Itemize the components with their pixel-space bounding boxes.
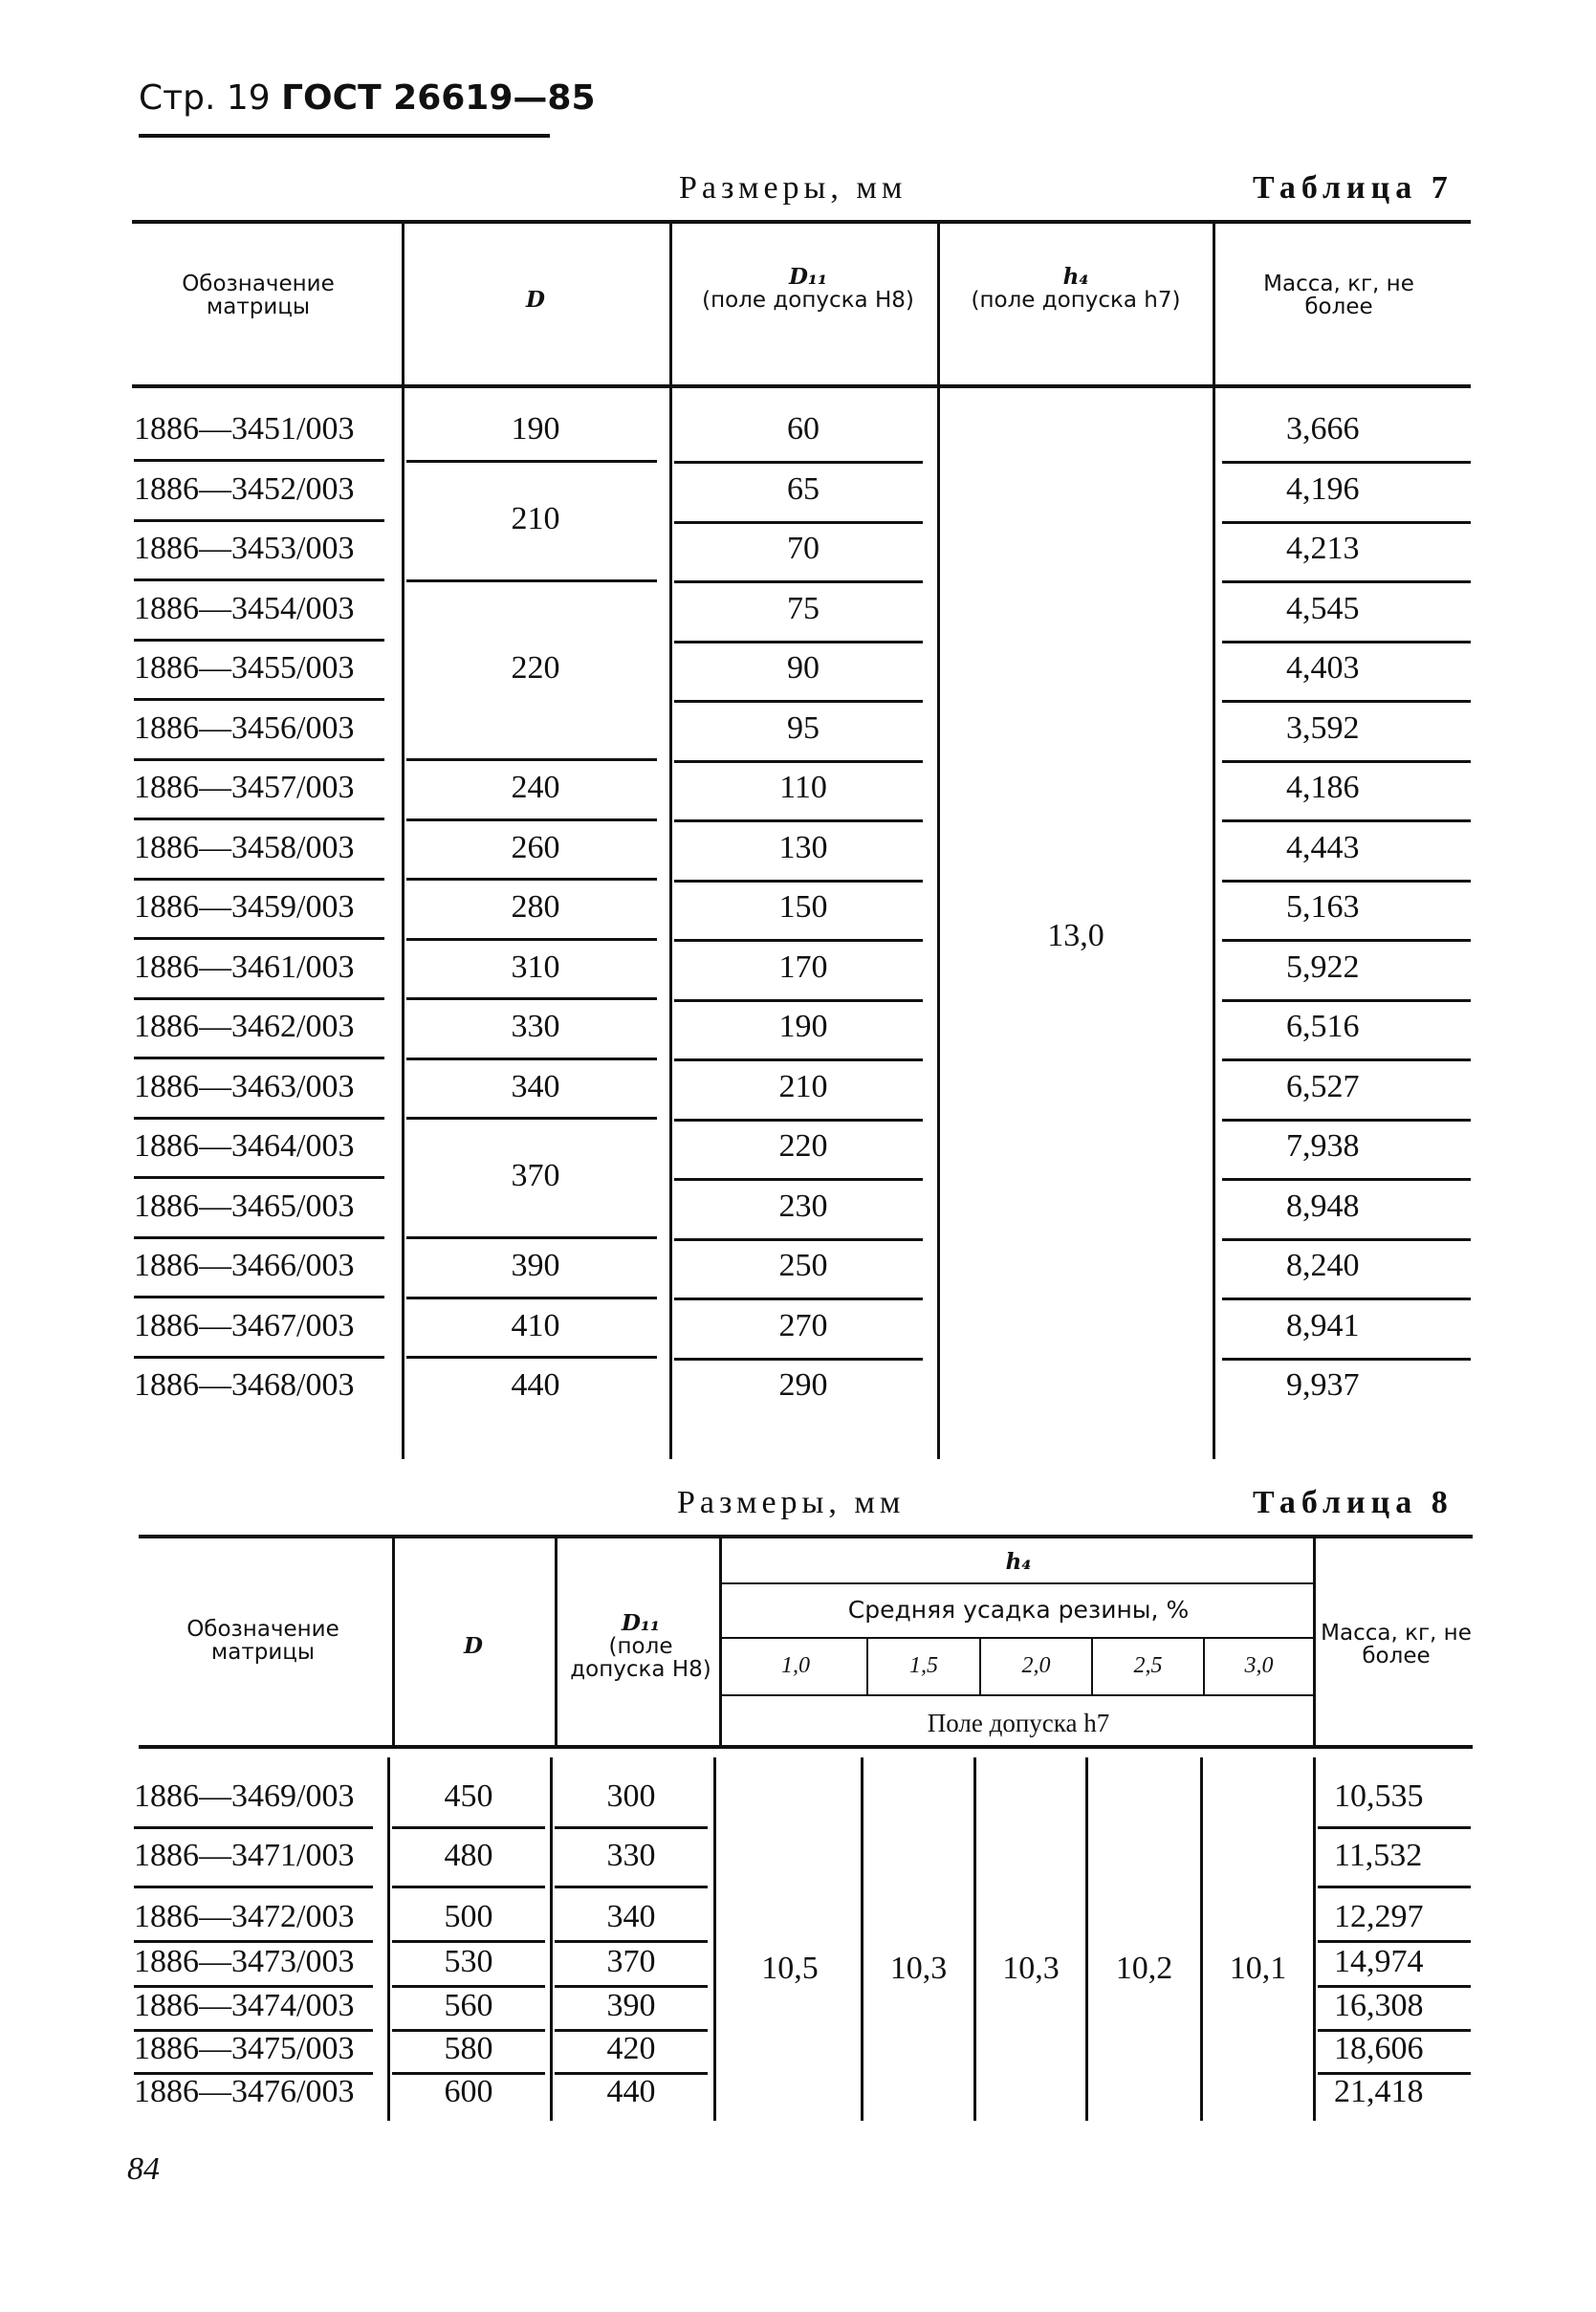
t7-header-h4: h₄ (поле допуска h7)	[971, 264, 1181, 313]
t8-header-designation: Обозначение матрицы	[186, 1617, 339, 1665]
t8-percent-rule	[722, 1694, 1313, 1696]
table7-row-rule	[1222, 461, 1471, 464]
table7-row-rule	[674, 1298, 923, 1300]
table7-row-rule	[674, 1119, 923, 1122]
table7-d: 190	[511, 411, 560, 447]
table7-group-rule	[406, 878, 657, 881]
table7-row-rule	[134, 578, 384, 581]
table7-row-rule	[1222, 1298, 1471, 1300]
table7-d11: 60	[787, 411, 820, 447]
table8-code: 1886—3475/003	[134, 2031, 355, 2066]
table7-row-rule	[134, 1236, 384, 1239]
table8-d: 560	[444, 1988, 493, 2023]
t8-divider	[1085, 1757, 1088, 2121]
table8-h4-value: 10,3	[1002, 1951, 1060, 1986]
t7-divider	[669, 388, 672, 1459]
table7-row-rule	[674, 819, 923, 822]
t8-divider	[861, 1757, 864, 2121]
table7-code: 1886—3467/003	[134, 1307, 355, 1343]
table7-d: 370	[511, 1158, 560, 1194]
page-number: 84	[127, 2151, 160, 2187]
table7-group-rule	[406, 1058, 657, 1060]
table8-row-rule	[134, 1826, 373, 1829]
table8-row-rule	[555, 1886, 708, 1888]
table7-code: 1886—3453/003	[134, 531, 355, 566]
table7-d11: 130	[778, 829, 828, 865]
table8-code: 1886—3473/003	[134, 1944, 355, 1979]
table8-row-rule	[392, 1886, 545, 1888]
table7-mass: 4,186	[1286, 770, 1360, 805]
table7-row-rule	[134, 459, 384, 462]
table7-mass: 4,213	[1286, 531, 1360, 566]
table7-row-rule	[1222, 939, 1471, 942]
table7-row-rule	[134, 639, 384, 642]
table7-d: 410	[511, 1307, 560, 1343]
table7-row-rule	[134, 1057, 384, 1059]
table7-mass: 5,922	[1286, 949, 1360, 985]
table7-code: 1886—3458/003	[134, 829, 355, 865]
table7-row-rule	[674, 760, 923, 763]
table8-d: 450	[444, 1778, 493, 1814]
table7-d11: 190	[778, 1009, 828, 1044]
table7-code: 1886—3455/003	[134, 650, 355, 686]
table8-d11: 440	[606, 2074, 656, 2109]
table7-row-rule	[1222, 880, 1471, 883]
table7-mass: 8,240	[1286, 1248, 1360, 1283]
table7-row-rule	[674, 580, 923, 583]
table8-code: 1886—3471/003	[134, 1838, 355, 1873]
table8-units: Размеры, мм	[677, 1485, 906, 1520]
table7-mass: 5,163	[1286, 889, 1360, 925]
t8-divider	[973, 1757, 976, 2121]
table7-mass: 3,592	[1286, 709, 1360, 746]
t7-divider	[937, 388, 940, 1459]
table7-d11: 90	[787, 650, 820, 686]
t7-divider	[1213, 224, 1215, 384]
table7-mass: 4,196	[1286, 470, 1360, 507]
header-rule	[139, 134, 550, 138]
table7-row-rule	[134, 519, 384, 522]
table7-d11: 210	[778, 1068, 828, 1104]
table8-code: 1886—3469/003	[134, 1778, 355, 1814]
t7-divider	[402, 388, 404, 1459]
table7-group-rule	[406, 1117, 657, 1120]
table7-row-rule	[1222, 700, 1471, 703]
table7-h4: 13,0	[1047, 918, 1104, 953]
table7-d11: 170	[778, 949, 828, 985]
table8-d11: 390	[606, 1988, 656, 2023]
table7-row-rule	[1222, 1358, 1471, 1361]
table7-units: Размеры, мм	[679, 170, 907, 206]
table7-code: 1886—3456/003	[134, 709, 355, 746]
table8-row-rule	[392, 1826, 545, 1829]
table7-group-rule	[406, 579, 657, 582]
table7-caption: Таблица 7	[1253, 170, 1454, 206]
table8-row-rule	[134, 1886, 373, 1888]
table8-d: 580	[444, 2031, 493, 2066]
table7-row-rule	[134, 1356, 384, 1359]
t8-header-h4: h₄	[1005, 1549, 1032, 1575]
table7-mass: 9,937	[1286, 1367, 1360, 1403]
table7-group-rule	[406, 1236, 657, 1239]
t8-shrink-rule	[722, 1637, 1313, 1639]
table7-mass: 6,527	[1286, 1068, 1360, 1104]
table8-h4-value: 10,3	[889, 1951, 948, 1986]
table8-d11: 370	[606, 1944, 656, 1979]
table7-group-rule	[406, 938, 657, 941]
table7-d11: 220	[778, 1128, 828, 1164]
table7-mass: 8,941	[1286, 1307, 1360, 1343]
table7-row-rule	[134, 1176, 384, 1179]
table8-d11: 420	[606, 2031, 656, 2066]
table8-code: 1886—3476/003	[134, 2074, 355, 2109]
table8-shrink-value: 3,0	[1244, 1653, 1274, 1678]
table7-row-rule	[134, 818, 384, 820]
t8-divider	[1313, 1757, 1316, 2121]
table7-code: 1886—3466/003	[134, 1248, 355, 1283]
table7-code: 1886—3468/003	[134, 1367, 355, 1403]
table8-header-rule	[139, 1745, 1473, 1749]
table8-caption: Таблица 8	[1253, 1485, 1454, 1520]
table7-code: 1886—3452/003	[134, 470, 355, 507]
t8-header-tolerance: Поле допуска h7	[927, 1709, 1110, 1737]
t8-divider	[555, 1538, 558, 1745]
t7-header-designation: Обозначение матрицы	[182, 272, 335, 319]
table8-d: 480	[444, 1838, 493, 1873]
t7-divider	[669, 224, 672, 384]
table7-d11: 250	[778, 1248, 828, 1283]
table8-mass: 12,297	[1334, 1899, 1424, 1934]
t8-divider	[719, 1538, 722, 1745]
table8-row-rule	[392, 1940, 545, 1943]
table7-d: 440	[511, 1367, 560, 1403]
table7-d11: 290	[778, 1367, 828, 1403]
table7-row-rule	[674, 939, 923, 942]
table7-d11: 75	[787, 590, 820, 626]
table7-mass: 4,443	[1286, 829, 1360, 865]
table8-d: 600	[444, 2074, 493, 2109]
table7-row-rule	[134, 698, 384, 701]
table8-d11: 300	[606, 1778, 656, 1814]
table7-d: 210	[511, 500, 560, 536]
table7-d: 390	[511, 1248, 560, 1283]
table8-h4-value: 10,5	[761, 1951, 819, 1986]
t7-header-d11: D₁₁ (поле допуска H8)	[702, 264, 914, 313]
table7-row-rule	[134, 1296, 384, 1298]
table7-d: 220	[511, 650, 560, 686]
table7-d11: 230	[778, 1188, 828, 1224]
table7-code: 1886—3451/003	[134, 411, 355, 447]
table7-mass: 7,938	[1286, 1128, 1360, 1164]
table7-row-rule	[674, 521, 923, 524]
table7-row-rule	[1222, 819, 1471, 822]
table7-row-rule	[674, 1238, 923, 1241]
table7-d: 340	[511, 1068, 560, 1104]
table7-d11: 70	[787, 531, 820, 566]
table7-mass: 4,545	[1286, 590, 1360, 626]
table7-d: 260	[511, 829, 560, 865]
table7-d: 310	[511, 949, 560, 985]
table7-mass: 8,948	[1286, 1188, 1360, 1224]
table7-top-rule	[132, 220, 1471, 224]
table7-row-rule	[134, 878, 384, 881]
t8-divider	[1313, 1538, 1316, 1745]
t8-divider	[387, 1757, 390, 2121]
table7-row-rule	[1222, 521, 1471, 524]
table8-mass: 11,532	[1334, 1838, 1423, 1873]
table7-group-rule	[406, 460, 657, 463]
table7-row-rule	[1222, 1058, 1471, 1061]
t7-header-d: D	[526, 287, 545, 313]
table7-group-rule	[406, 1356, 657, 1359]
table7-d11: 150	[778, 889, 828, 925]
table7-code: 1886—3463/003	[134, 1068, 355, 1104]
table7-code: 1886—3462/003	[134, 1009, 355, 1044]
table8-row-rule	[1318, 1826, 1471, 1829]
t8-header-shrink: Средняя усадка резины, %	[847, 1596, 1190, 1624]
table8-row-rule	[134, 1940, 373, 1943]
table7-d: 330	[511, 1009, 560, 1044]
table7-d11: 65	[787, 470, 820, 507]
table8-shrink-value: 2,0	[1021, 1653, 1051, 1678]
table7-code: 1886—3464/003	[134, 1128, 355, 1164]
table7-group-rule	[406, 818, 657, 821]
table8-code: 1886—3474/003	[134, 1988, 355, 2023]
table7-row-rule	[674, 641, 923, 643]
t8-divider	[713, 1757, 716, 2121]
page-label: Стр. 19	[139, 78, 271, 118]
table7-header-rule	[132, 384, 1471, 388]
table7-row-rule	[134, 937, 384, 940]
table7-row-rule	[1222, 641, 1471, 643]
table8-top-rule	[139, 1535, 1473, 1538]
table8-mass: 21,418	[1334, 2074, 1424, 2109]
table8-d11: 330	[606, 1838, 656, 1873]
table7-row-rule	[1222, 580, 1471, 583]
table7-d: 280	[511, 889, 560, 925]
t8-divider	[1200, 1757, 1203, 2121]
table7-row-rule	[1222, 1238, 1471, 1241]
t8-divider	[392, 1538, 395, 1745]
table8-shrink-value: 1,5	[909, 1653, 938, 1678]
table7-row-rule	[1222, 760, 1471, 763]
table7-code: 1886—3465/003	[134, 1188, 355, 1224]
table7-row-rule	[674, 1178, 923, 1181]
table7-row-rule	[674, 461, 923, 464]
table8-d11: 340	[606, 1899, 656, 1934]
table7-code: 1886—3454/003	[134, 590, 355, 626]
table8-mass: 16,308	[1334, 1988, 1424, 2023]
table7-group-rule	[406, 997, 657, 1000]
t8-header-mass: Масса, кг, не более	[1321, 1621, 1472, 1669]
table7-row-rule	[134, 1117, 384, 1120]
table8-row-rule	[1318, 1940, 1471, 1943]
table8-shrink-value: 2,5	[1133, 1653, 1163, 1678]
table8-row-rule	[555, 1826, 708, 1829]
table8-code: 1886—3472/003	[134, 1899, 355, 1934]
table7-d: 240	[511, 770, 560, 805]
table7-row-rule	[674, 999, 923, 1002]
table8-row-rule	[1318, 1886, 1471, 1888]
table7-row-rule	[1222, 1119, 1471, 1122]
table7-mass: 4,403	[1286, 650, 1360, 686]
table7-group-rule	[406, 758, 657, 761]
table7-row-rule	[134, 997, 384, 1000]
table7-row-rule	[674, 1358, 923, 1361]
table7-code: 1886—3459/003	[134, 889, 355, 925]
table7-group-rule	[406, 1297, 657, 1299]
table7-d11: 110	[779, 770, 827, 805]
t7-header-mass: Масса, кг, не более	[1263, 272, 1414, 319]
t7-divider	[937, 224, 940, 384]
t8-divider	[550, 1757, 553, 2121]
table7-code: 1886—3461/003	[134, 949, 355, 985]
table7-row-rule	[134, 758, 384, 761]
page-header	[139, 78, 596, 118]
standard-label: ГОСТ 26619—85	[281, 78, 596, 118]
t8-header-d: D	[464, 1633, 483, 1659]
table8-mass: 18,606	[1334, 2031, 1424, 2066]
table7-mass: 3,666	[1286, 411, 1360, 447]
table7-row-rule	[674, 700, 923, 703]
table8-d: 530	[444, 1944, 493, 1979]
table8-shrink-value: 1,0	[781, 1653, 810, 1678]
table7-d11: 270	[778, 1307, 828, 1343]
table8-mass: 10,535	[1334, 1778, 1424, 1814]
table8-d: 500	[444, 1899, 493, 1934]
table7-row-rule	[674, 880, 923, 883]
t8-h4-rule	[722, 1582, 1313, 1584]
table7-d11: 95	[787, 709, 820, 746]
t8-header-d11: D₁₁ (поле допуска H8)	[570, 1610, 711, 1682]
t7-divider	[402, 224, 404, 384]
t7-divider	[1213, 388, 1215, 1459]
table7-mass: 6,516	[1286, 1009, 1360, 1044]
table8-h4-value: 10,1	[1229, 1951, 1287, 1986]
table8-row-rule	[555, 1940, 708, 1943]
table7-row-rule	[1222, 1178, 1471, 1181]
table7-row-rule	[674, 1058, 923, 1061]
table7-code: 1886—3457/003	[134, 770, 355, 805]
table8-h4-value: 10,2	[1115, 1951, 1173, 1986]
table8-mass: 14,974	[1334, 1944, 1424, 1979]
table7-row-rule	[1222, 999, 1471, 1002]
